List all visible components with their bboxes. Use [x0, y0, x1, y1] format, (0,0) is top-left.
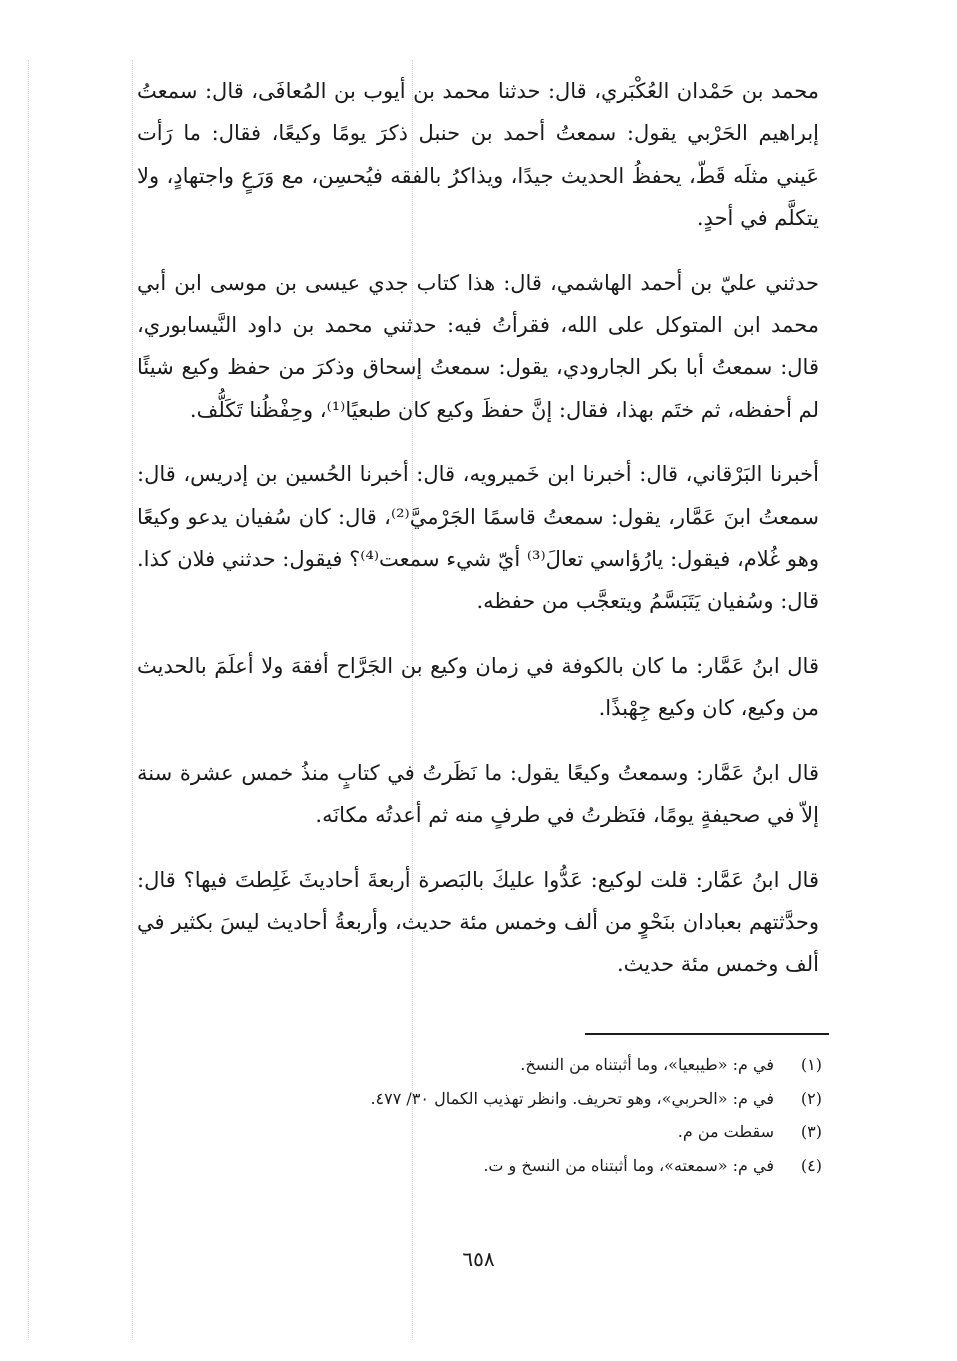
footnote-divider: [585, 1033, 829, 1035]
scan-margin-dots: [132, 60, 133, 1340]
main-text-body: [137, 70, 819, 986]
paragraph-5: قال ابنُ عَمَّار: وسمعتُ وكيعًا يقول: ما نَظَرتُ في كتابٍ منذُ خمس عشرة سنة إلاّ في صحيفةٍ يومًا، فنَظرتُ في طرفٍ منه ثم أعدتُه مكانَه.: [137, 760, 819, 828]
footnote-text: سقطت من م.: [677, 1122, 774, 1141]
paragraph-6: قال ابنُ عَمَّار: قلت لوكيع: عَدُّوا عليكَ بالبَصرة أربعةَ أحاديثَ غَلِطتَ فيها؟ قال: وحدَّثتهم بعبادان بنَحْوٍ من ألف وخمس مئة حديث، وأربعةُ أحاديث ليسَ بكثير في ألف وخمس مئة حديث.: [137, 867, 819, 977]
footnote-2: [222, 1082, 822, 1116]
footnote-number: (١): [800, 1055, 822, 1074]
footnote-text: في م: «الحربي»، وهو تحريف. وانظر تهذيب الكمال ٣٠/ ٤٧٧.: [370, 1088, 774, 1108]
paragraph-1: محمد بن حَمْدان العُكْبَري، قال: حدثنا محمد بن أيوب بن المُعافَى، قال: سمعتُ إبراهيم الحَرْبي يقول: سمعتُ أحمد بن حنبل ذكرَ يومًا وكيعًا، فقال: ما رَأت عَيني مثلَه قَطّ، يحفظُ الحديث جيدًا، ويذاكرُ بالفقه فيُحسِن، مع وَرَعٍ واجتهادٍ، ولا يتكلَّم في أحدٍ.: [137, 79, 819, 231]
scan-margin-dots: [28, 60, 29, 1340]
page-number: ٦٥٨: [462, 1247, 495, 1271]
footnote-number: (٤): [800, 1155, 822, 1175]
footnote-1: [222, 1048, 822, 1082]
paragraph-3: أخبرنا البَرْقاني، قال: أخبرنا ابن خَميرويه، قال: أخبرنا الحُسين بن إدريس، قال: سمعتُ ابنَ عَمَّار، يقول: سمعتُ قاسمًا الجَرْميَّ⁽²⁾، قال: كان سُفيان يدعو وكيعًا وهو غُلام، فيقول: يارُؤاسي تعالَ⁽³⁾ أيّ شيء سمعت⁽⁴⁾؟ فيقول: حدثني فلان كذا. قال: وسُفيان يَتَبَسَّمُ ويتعجَّب من حفظه.: [137, 462, 820, 614]
paragraph-2: حدثني عليّ بن أحمد الهاشمي، قال: هذا كتاب جدي عيسى بن موسى ابن أبي محمد ابن المتوكل على الله، فقرأتُ فيه: حدثني محمد بن داود النَّيسابوري، قال: سمعتُ أبا بكر الجارودي، يقول: سمعتُ إسحاق وذكرَ من حفظ وكيع شيئًا لم أحفظه، ثم ختَم بهذا، فقال: إنَّ حفظَ وكيع كان طبعيًا⁽¹⁾، وحِفْظُنا تَكَلُّف.: [137, 270, 819, 422]
paragraph-4: قال ابنُ عَمَّار: ما كان بالكوفة في زمان وكيع بن الجَرَّاح أفقهَ ولا أعلَمَ بالحديث من وكيع، كان وكيع جِهْبذًا.: [137, 653, 819, 721]
footnote-number: (٢): [800, 1088, 822, 1108]
footnotes: [222, 1048, 822, 1182]
footnote-number: (٣): [800, 1122, 822, 1141]
footnote-text: في م: «طيبعيا»، وما أثبتناه من النسخ.: [520, 1055, 774, 1074]
footnote-4: [222, 1149, 822, 1183]
footnote-3: [222, 1115, 822, 1149]
footnote-text: في م: «سمعته»، وما أثبتناه من النسخ و ت.: [483, 1155, 774, 1175]
